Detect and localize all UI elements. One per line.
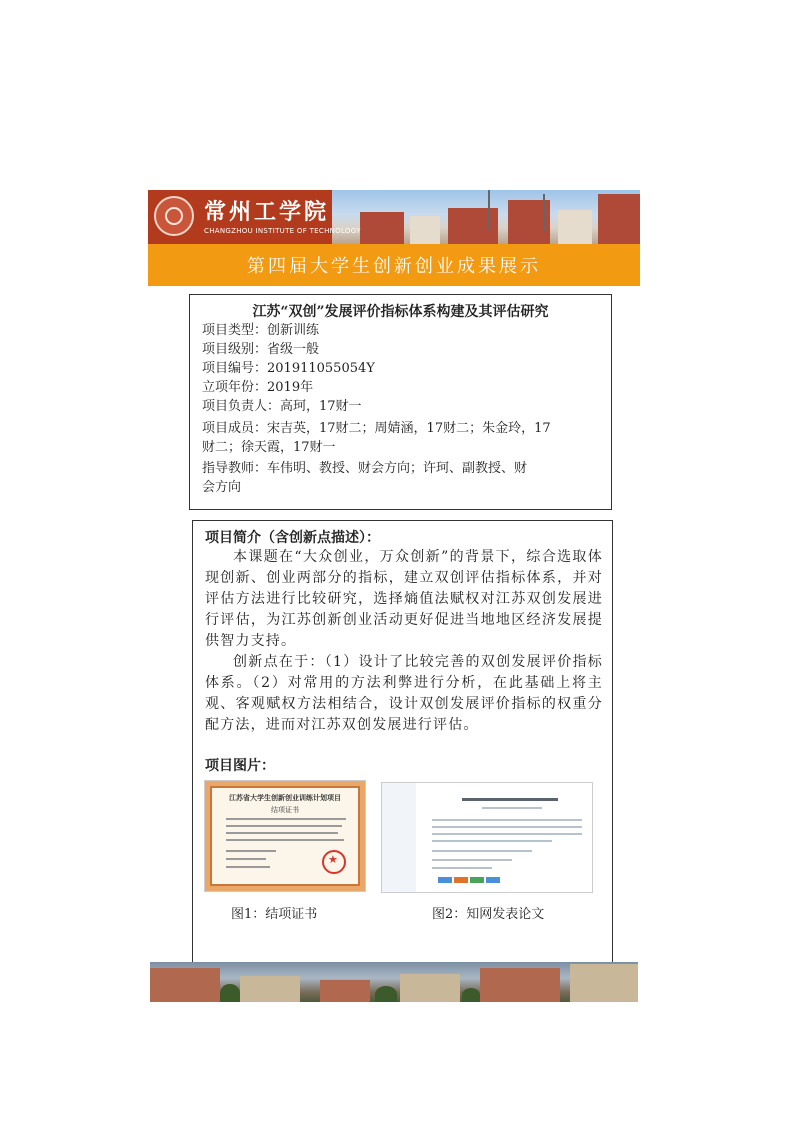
download-button-icon <box>438 877 452 883</box>
download-button-icon <box>470 877 484 883</box>
certificate-text-line <box>226 839 344 841</box>
certificate-subtitle: 结项证书 <box>271 806 299 814</box>
banner-building <box>558 210 592 244</box>
paper-text-line <box>432 850 532 852</box>
certificate-frame <box>210 786 360 886</box>
project-info-box <box>189 294 612 510</box>
banner-building <box>598 194 640 244</box>
paper-text-line <box>432 859 512 861</box>
red-seal-stamp-icon <box>322 850 346 874</box>
school-seal-icon <box>154 196 194 236</box>
project-intro-box <box>192 520 613 964</box>
certificate-text-line <box>226 866 270 868</box>
info-project-members: 项目成员：宋吉英，17财二；周婧涵，17财二；朱金玲，17 <box>202 421 551 436</box>
certificate-text-line <box>226 832 338 834</box>
certificate-header: 江苏省大学生创新创业训练计划项目 <box>229 793 341 802</box>
info-project-number: 项目编号：201911055054Y <box>202 361 375 376</box>
certificate-image <box>204 780 366 892</box>
cnki-sidebar <box>382 783 416 893</box>
download-button-icon <box>454 877 468 883</box>
school-english-name: CHANGZHOU INSTITUTE OF TECHNOLOGY <box>204 227 361 235</box>
footer-building <box>570 964 638 1002</box>
event-title: 第四届大学生创新创业成果展示 <box>247 256 541 277</box>
banner-building <box>448 208 498 244</box>
certificate-text-line <box>226 858 266 860</box>
paper-text-line <box>432 833 582 835</box>
figure-caption-2: 图2：知网发表论文 <box>432 907 545 922</box>
banner-building <box>410 216 440 244</box>
download-button-icon <box>486 877 500 883</box>
campus-footer-image <box>150 962 638 1002</box>
lamp-post <box>488 190 490 230</box>
footer-building <box>400 974 460 1002</box>
paper-text-line <box>432 819 582 821</box>
paper-title-line <box>462 798 558 801</box>
lamp-post <box>543 194 545 232</box>
info-advisors: 指导教师：车伟明、教授、财会方向；许珂、副教授、财 <box>202 461 528 476</box>
info-project-year: 立项年份：2019年 <box>202 380 314 395</box>
intro-paragraph-innovation: 创新点在于：（1）设计了比较完善的双创发展评价指标体系。（2）对常用的方法利弊进行分析，在此基础上将主观、客观赋权方法相结合，设计双创发展评价指标的权重分配方法，进而对江苏双创发展进行评估。 <box>205 654 603 733</box>
footer-tree <box>375 986 397 1002</box>
paper-text-line <box>432 826 582 828</box>
intro-heading: 项目简介（含创新点描述）： <box>205 530 380 546</box>
info-project-type: 项目类型：创新训练 <box>202 323 320 338</box>
certificate-text-line <box>226 818 346 820</box>
footer-building <box>320 980 370 1002</box>
paper-text-line <box>482 807 542 809</box>
certificate-text-line <box>226 850 276 852</box>
project-title: 江苏“双创”发展评价指标体系构建及其评估研究 <box>252 304 549 320</box>
paper-text-line <box>432 840 552 842</box>
header-banner <box>148 190 640 244</box>
info-project-members-cont: 财二；徐天霞，17财一 <box>202 440 336 455</box>
footer-tree <box>220 984 240 1002</box>
paper-text-line <box>432 867 492 869</box>
footer-building <box>150 968 220 1002</box>
figure-caption-1: 图1：结项证书 <box>231 907 318 922</box>
event-title-bar <box>148 244 640 286</box>
banner-building <box>360 212 404 244</box>
school-name: 常州工学院 <box>204 199 330 225</box>
cnki-paper-screenshot <box>381 782 593 893</box>
images-heading: 项目图片： <box>205 758 275 774</box>
info-project-leader: 项目负责人：高珂，17财一 <box>202 399 362 414</box>
intro-paragraph-background: 本课题在“大众创业，万众创新”的背景下，综合选取体现创新、创业两部分的指标，建立双创评估指标体系，并对评估方法进行比较研究，选择熵值法赋权对江苏双创发展进行评估，为江苏创新创业活动更好促进当地地区经济发展提供智力支持。 <box>205 549 603 649</box>
footer-building <box>240 976 300 1002</box>
footer-tree <box>462 988 480 1002</box>
info-advisors-cont: 会方向 <box>202 480 242 495</box>
footer-building <box>480 968 560 1002</box>
school-logo-block <box>148 190 361 244</box>
certificate-text-line <box>226 825 342 827</box>
info-project-level: 项目级别：省级一般 <box>202 342 320 357</box>
